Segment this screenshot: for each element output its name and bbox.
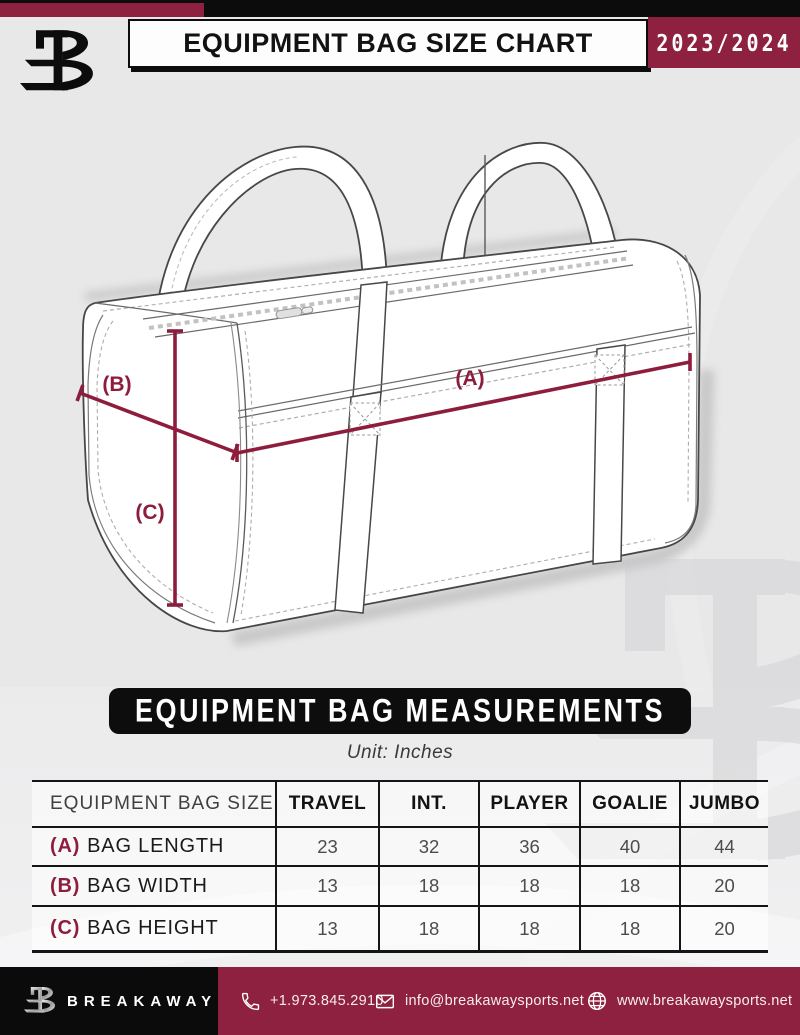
value-cell: 32: [378, 828, 478, 865]
row-label: BAG HEIGHT: [87, 917, 219, 939]
row-prefix: (B): [50, 874, 81, 897]
row-label: BAG WIDTH: [87, 874, 208, 897]
value-cell: 36: [478, 828, 579, 865]
dimension-label-b: (B): [102, 373, 132, 396]
footer-bar: [0, 967, 800, 1035]
header-maroon-strip: [0, 3, 204, 18]
unit-note: Unit: Inches: [346, 742, 454, 763]
table-row-bag-width: [32, 867, 768, 907]
value-cell: 18: [378, 907, 478, 950]
value-cell: 18: [478, 907, 579, 950]
value-cell: 18: [579, 907, 679, 950]
value-cell: 13: [275, 907, 378, 950]
value-cell: 13: [275, 867, 378, 905]
table-row-bag-length: [32, 828, 768, 867]
row-prefix: (C): [50, 917, 81, 939]
page-title-box: [128, 19, 648, 68]
value-cell: 23: [275, 828, 378, 865]
column-header-jumbo: JUMBO: [679, 782, 768, 826]
duffel-bag-diagram: [55, 115, 755, 695]
row-label: BAG LENGTH: [87, 835, 225, 857]
phone-icon: [240, 991, 261, 1012]
table-header-row: [32, 782, 768, 828]
page-title: EQUIPMENT BAG SIZE CHART: [183, 28, 593, 58]
season-badge: [648, 17, 800, 68]
section-title-badge: [109, 688, 691, 734]
breakaway-b-logo-icon: [24, 984, 58, 1018]
value-cell: 18: [378, 867, 478, 905]
globe-icon: [586, 990, 608, 1012]
column-header-int: INT.: [378, 782, 478, 826]
table-row-bag-height: [32, 907, 768, 950]
website-url: www.breakawaysports.net: [617, 993, 793, 1009]
column-header-player: PLAYER: [478, 782, 579, 826]
season-label: 2023/2024: [656, 28, 792, 57]
size-table: [32, 780, 768, 953]
email-link[interactable]: [374, 967, 584, 1035]
row-prefix: (A): [50, 835, 81, 857]
value-cell: 40: [579, 828, 679, 865]
breakaway-b-logo-icon: [20, 24, 100, 102]
section-title: EQUIPMENT BAG MEASUREMENTS: [134, 692, 666, 729]
envelope-icon: [374, 991, 396, 1012]
value-cell: 18: [478, 867, 579, 905]
value-cell: 20: [679, 867, 768, 905]
phone-link[interactable]: [240, 967, 384, 1035]
value-cell: 20: [679, 907, 768, 950]
email-address: info@breakawaysports.net: [405, 993, 585, 1009]
column-header-goalie: GOALIE: [579, 782, 679, 826]
website-link[interactable]: [586, 967, 792, 1035]
dimension-label-c: (C): [135, 501, 165, 524]
brand-wordmark: BREAKAWAY: [67, 992, 218, 1010]
value-cell: 18: [579, 867, 679, 905]
column-header-travel: TRAVEL: [275, 782, 378, 826]
table-corner-header: EQUIPMENT BAG SIZE: [32, 782, 275, 826]
value-cell: 44: [679, 828, 768, 865]
dimension-label-a: (A): [455, 367, 485, 390]
phone-number: +1.973.845.2910: [270, 993, 384, 1009]
footer-brand-block: [0, 967, 218, 1035]
